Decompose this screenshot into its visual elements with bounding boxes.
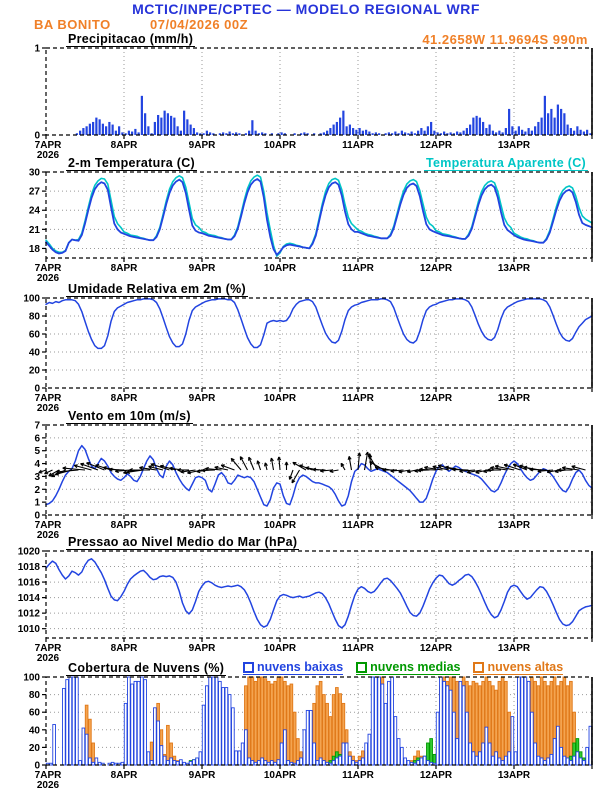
- svg-text:20: 20: [28, 365, 40, 377]
- svg-text:0: 0: [34, 130, 40, 142]
- svg-text:0: 0: [34, 383, 40, 395]
- svg-text:11APR: 11APR: [342, 140, 374, 151]
- panel-title-clouds: Cobertura de Nuvens (%): [68, 661, 225, 675]
- svg-text:8APR: 8APR: [110, 520, 138, 531]
- svg-text:11APR: 11APR: [342, 393, 374, 404]
- svg-text:3: 3: [34, 471, 40, 483]
- svg-text:10APR: 10APR: [263, 393, 297, 404]
- svg-text:7APR: 7APR: [34, 263, 62, 274]
- svg-text:4: 4: [34, 459, 40, 471]
- panel-title-precipitation: Precipitacao (mm/h): [68, 32, 194, 46]
- svg-text:80: 80: [28, 311, 40, 323]
- panel-title-pressure: Pressao ao Nivel Medio do Mar (hPa): [68, 535, 298, 549]
- svg-text:13APR: 13APR: [497, 140, 531, 151]
- svg-text:6: 6: [34, 433, 40, 445]
- svg-text:12APR: 12APR: [419, 393, 453, 404]
- svg-text:10APR: 10APR: [263, 140, 297, 151]
- svg-text:100: 100: [23, 293, 40, 305]
- model-run-datetime: 07/04/2026 00Z: [150, 17, 249, 32]
- svg-text:100: 100: [23, 672, 40, 684]
- svg-text:7APR: 7APR: [34, 140, 62, 151]
- svg-text:27: 27: [28, 186, 40, 198]
- svg-text:2026: 2026: [36, 653, 60, 664]
- svg-text:0: 0: [34, 510, 40, 522]
- svg-text:80: 80: [28, 690, 40, 702]
- svg-text:12APR: 12APR: [419, 263, 453, 274]
- svg-text:7: 7: [34, 420, 40, 432]
- legend-label-mid-clouds: nuvens medias: [370, 660, 461, 674]
- svg-text:24: 24: [28, 205, 40, 217]
- svg-text:60: 60: [28, 707, 40, 719]
- svg-text:2026: 2026: [36, 530, 60, 541]
- svg-text:40: 40: [28, 725, 40, 737]
- svg-text:13APR: 13APR: [497, 520, 531, 531]
- panel-title-humidity: Umidade Relativa em 2m (%): [68, 282, 246, 296]
- svg-text:8APR: 8APR: [110, 643, 138, 654]
- svg-text:9APR: 9APR: [188, 263, 216, 274]
- svg-text:0: 0: [34, 760, 40, 772]
- svg-text:1014: 1014: [17, 593, 40, 605]
- svg-text:11APR: 11APR: [342, 520, 374, 531]
- legend-label-low-clouds: nuvens baixas: [257, 660, 344, 674]
- legend-apparent-temperature: Temperatura Aparente (C): [425, 156, 586, 170]
- svg-text:30: 30: [28, 167, 40, 179]
- svg-text:13APR: 13APR: [497, 770, 531, 781]
- svg-text:13APR: 13APR: [497, 393, 531, 404]
- svg-text:1: 1: [34, 43, 40, 55]
- svg-text:11APR: 11APR: [342, 263, 374, 274]
- svg-text:13APR: 13APR: [497, 643, 531, 654]
- svg-text:5: 5: [34, 446, 40, 458]
- svg-text:7APR: 7APR: [34, 770, 62, 781]
- svg-text:20: 20: [28, 742, 40, 754]
- svg-text:18: 18: [28, 243, 40, 255]
- svg-text:9APR: 9APR: [188, 770, 216, 781]
- svg-text:7APR: 7APR: [34, 520, 62, 531]
- svg-text:10APR: 10APR: [263, 520, 297, 531]
- svg-text:9APR: 9APR: [188, 393, 216, 404]
- panel-title-temperature: 2-m Temperatura (C): [68, 156, 196, 170]
- svg-text:13APR: 13APR: [497, 263, 531, 274]
- svg-text:7APR: 7APR: [34, 393, 62, 404]
- svg-text:11APR: 11APR: [342, 770, 374, 781]
- svg-text:8APR: 8APR: [110, 393, 138, 404]
- svg-text:9APR: 9APR: [188, 520, 216, 531]
- svg-text:12APR: 12APR: [419, 140, 453, 151]
- svg-text:8APR: 8APR: [110, 770, 138, 781]
- svg-text:2: 2: [34, 484, 40, 496]
- station-coordinates: 41.2658W 11.9694S 990m: [422, 32, 588, 47]
- svg-text:1018: 1018: [17, 562, 40, 574]
- svg-text:8APR: 8APR: [110, 263, 138, 274]
- svg-text:1010: 1010: [17, 624, 40, 636]
- svg-text:2026: 2026: [36, 780, 60, 791]
- svg-text:2026: 2026: [36, 403, 60, 414]
- svg-text:11APR: 11APR: [342, 643, 374, 654]
- svg-text:10APR: 10APR: [263, 770, 297, 781]
- svg-text:1012: 1012: [17, 608, 40, 620]
- svg-text:40: 40: [28, 347, 40, 359]
- svg-text:2026: 2026: [36, 150, 60, 161]
- station-name: BA BONITO: [34, 17, 111, 32]
- svg-text:2026: 2026: [36, 273, 60, 284]
- svg-text:12APR: 12APR: [419, 770, 453, 781]
- svg-text:12APR: 12APR: [419, 520, 453, 531]
- svg-text:1020: 1020: [17, 546, 40, 558]
- svg-text:10APR: 10APR: [263, 643, 297, 654]
- panel-title-wind: Vento em 10m (m/s): [68, 409, 191, 423]
- legend-label-high-clouds: nuvens altas: [487, 660, 564, 674]
- svg-text:9APR: 9APR: [188, 643, 216, 654]
- page-title: MCTIC/INPE/CPTEC — MODELO REGIONAL WRF: [132, 1, 480, 17]
- svg-text:8APR: 8APR: [110, 140, 138, 151]
- svg-text:9APR: 9APR: [188, 140, 216, 151]
- svg-text:10APR: 10APR: [263, 263, 297, 274]
- svg-text:1: 1: [34, 497, 40, 509]
- svg-text:7APR: 7APR: [34, 643, 62, 654]
- svg-text:60: 60: [28, 329, 40, 341]
- svg-text:21: 21: [28, 224, 40, 236]
- svg-text:1016: 1016: [17, 577, 40, 589]
- svg-text:12APR: 12APR: [419, 643, 453, 654]
